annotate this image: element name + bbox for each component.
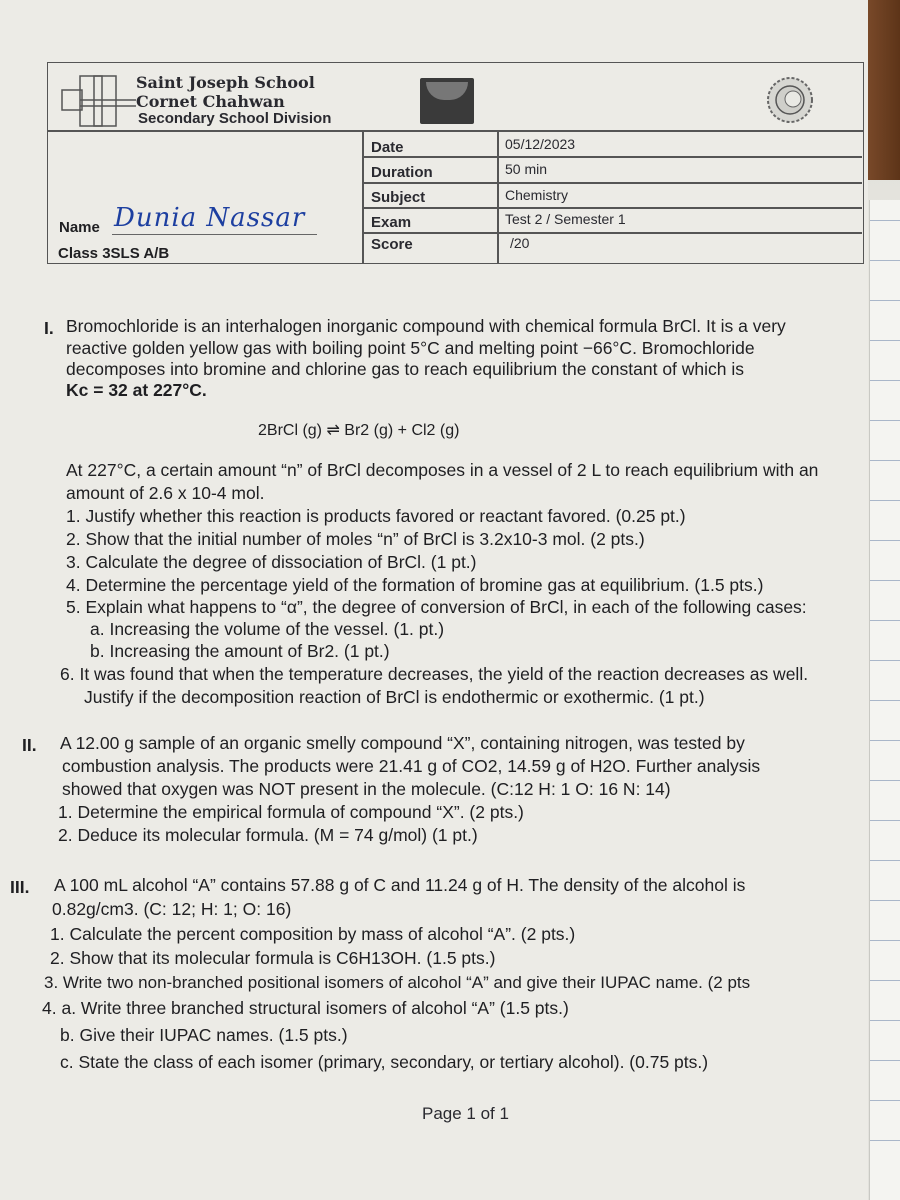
section-2-intro-line: combustion analysis. The products were 21.41 g of CO2, 14.59 g of H2O. Further analysis: [62, 756, 761, 776]
date-value: 05/12/2023: [505, 136, 576, 152]
exam-label: Exam: [371, 214, 412, 231]
subject-value: Chemistry: [505, 187, 569, 203]
section-1-question-cont: Justify if the decomposition reaction of BrCl is endothermic or exothermic. (1 pt.): [84, 687, 705, 707]
section-1-context-line: At 227°C, a certain amount “n” of BrCl decomposes in a vessel of 2 L to reach equilibrium with an: [66, 460, 819, 480]
section-1-subquestion: a. Increasing the volume of the vessel. (1. pt.): [90, 619, 445, 639]
section-2-question: 1. Determine the empirical formula of compound “X”. (2 pts.): [58, 802, 524, 822]
seal-icon: [766, 76, 814, 124]
school-logo-icon: [58, 72, 138, 130]
section-1-intro-line: reactive golden yellow gas with boiling point 5°C and melting point −66°C. Bromochloride: [66, 338, 755, 358]
section-3-subquestion: c. State the class of each isomer (primary, secondary, or tertiary alcohol). (0.75 pts.): [60, 1052, 709, 1072]
date-label: Date: [371, 139, 404, 156]
student-name-handwritten: Dunia Nassar: [114, 203, 306, 233]
score-label: Score: [371, 236, 413, 253]
section-1-question: 5. Explain what happens to “α”, the degree of conversion of BrCl, in each of the following cases:: [66, 597, 807, 617]
section-1-subquestion: b. Increasing the amount of Br2. (1 pt.): [90, 641, 390, 661]
score-value: /20: [510, 235, 530, 251]
adjacent-sheet-edge: [869, 200, 900, 1200]
exam-value: Test 2 / Semester 1: [505, 211, 626, 227]
section-3-subquestion: b. Give their IUPAC names. (1.5 pts.): [60, 1025, 348, 1045]
class-label: Class 3SLS A/B: [58, 245, 170, 262]
subject-label: Subject: [371, 189, 426, 206]
name-label: Name: [59, 219, 100, 236]
section-3-numeral: III.: [10, 877, 30, 897]
award-badge-icon: [420, 78, 474, 124]
table-row-line: [362, 207, 862, 209]
section-3-intro-line: 0.82g/cm3. (C: 12; H: 1; O: 16): [52, 899, 292, 919]
name-underline: [112, 234, 317, 235]
table-row-line: [362, 232, 862, 234]
section-1-question: 3. Calculate the degree of dissociation of BrCl. (1 pt.): [66, 552, 477, 572]
table-divider-left: [362, 130, 364, 263]
section-1-question: 2. Show that the initial number of moles “n” of BrCl is 3.2x10-3 mol. (2 pts.): [66, 529, 645, 549]
table-row-line: [362, 156, 862, 158]
section-1-question: 1. Justify whether this reaction is products favored or reactant favored. (0.25 pt.): [66, 506, 686, 526]
section-2-intro-line: A 12.00 g sample of an organic smelly compound “X”, containing nitrogen, was tested by: [60, 733, 745, 753]
school-name: [136, 73, 315, 111]
section-2-question: 2. Deduce its molecular formula. (M = 74 g/mol) (1 pt.): [58, 825, 478, 845]
section-1-question: 4. Determine the percentage yield of the formation of bromine gas at equilibrium. (1.5 pts.): [66, 575, 764, 595]
background-wood: [866, 0, 900, 180]
school-name-line1: Saint Joseph School: [136, 73, 315, 92]
duration-value: 50 min: [505, 161, 548, 177]
section-3-question: 3. Write two non-branched positional isomers of alcohol “A” and give their IUPAC name. (2 pts: [44, 973, 751, 992]
section-3-intro-line: A 100 mL alcohol “A” contains 57.88 g of C and 11.24 g of H. The density of the alcohol is: [54, 875, 746, 895]
duration-label: Duration: [371, 164, 433, 181]
school-name-line2: Cornet Chahwan: [136, 92, 285, 111]
equilibrium-equation: 2BrCl (g) ⇌ Br2 (g) + Cl2 (g): [258, 422, 460, 439]
section-1-context-line: amount of 2.6 x 10-4 mol.: [66, 483, 265, 503]
table-divider-mid: [497, 130, 499, 263]
section-1-intro-line: Bromochloride is an interhalogen inorganic compound with chemical formula BrCl. It is a very: [66, 316, 786, 336]
table-row-line: [362, 182, 862, 184]
section-1-numeral: I.: [44, 318, 54, 338]
page-number: Page 1 of 1: [422, 1104, 509, 1123]
section-1-kc-line: Kc = 32 at 227°C.: [66, 380, 207, 400]
section-2-intro-line: showed that oxygen was NOT present in the molecule. (C:12 H: 1 O: 16 N: 14): [62, 779, 671, 799]
section-3-question: 1. Calculate the percent composition by mass of alcohol “A”. (2 pts.): [50, 924, 576, 944]
school-division: Secondary School Division: [138, 110, 332, 127]
section-3-question: 4. a. Write three branched structural isomers of alcohol “A” (1.5 pts.): [42, 998, 569, 1018]
section-2-numeral: II.: [22, 735, 37, 755]
header-divider: [48, 130, 863, 132]
section-1-intro-line: decomposes into bromine and chlorine gas to reach equilibrium the constant of which is: [66, 359, 745, 379]
section-3-question: 2. Show that its molecular formula is C6H13OH. (1.5 pts.): [50, 948, 496, 968]
section-1-question: 6. It was found that when the temperature decreases, the yield of the reaction decreases as well.: [60, 664, 809, 684]
